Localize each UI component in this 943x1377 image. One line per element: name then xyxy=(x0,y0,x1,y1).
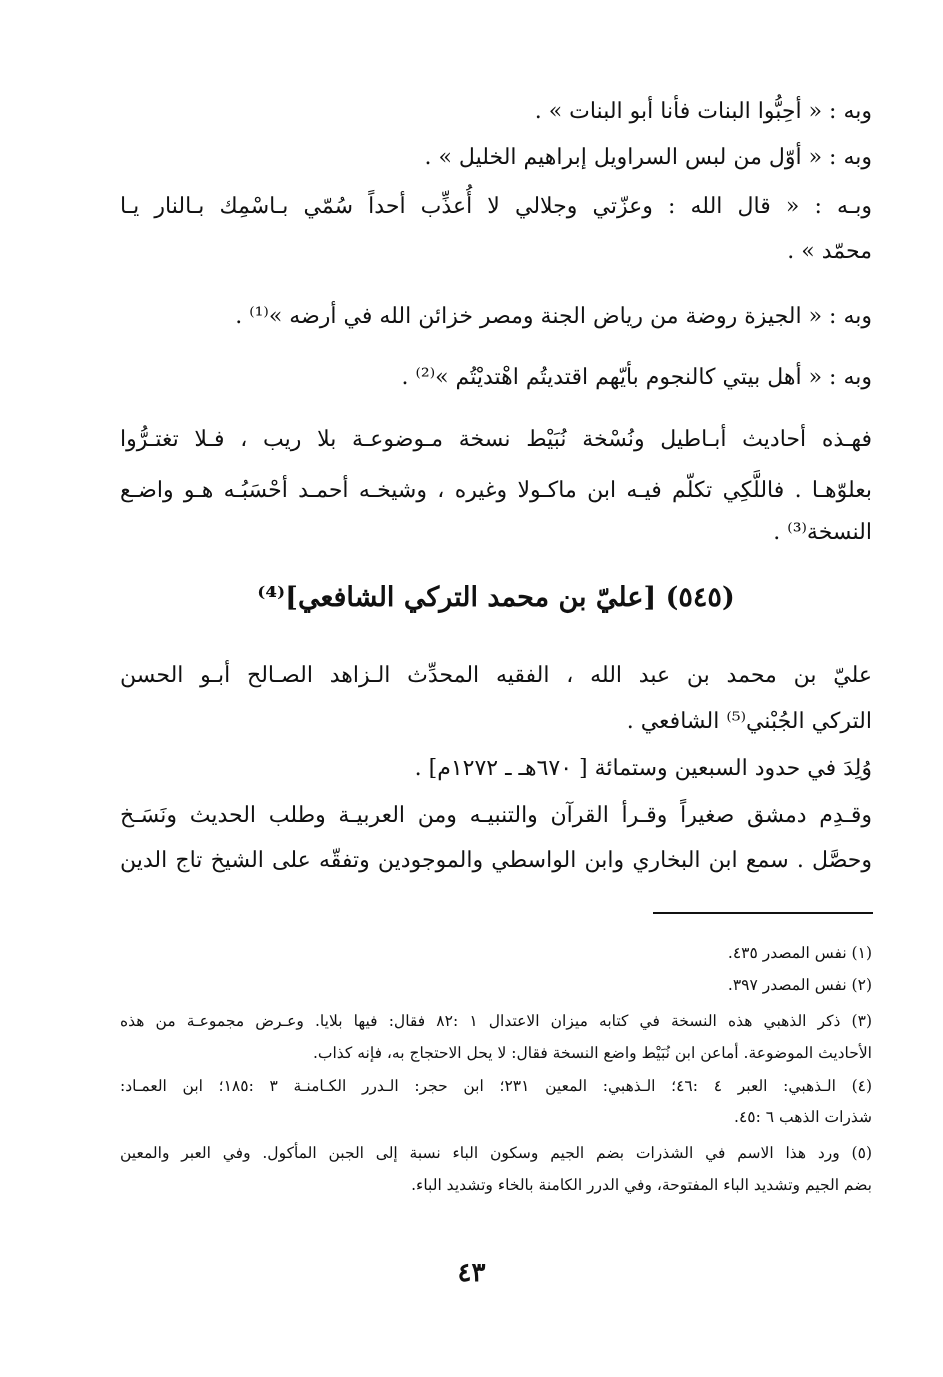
footnote: (١) نفس المصدر ٤٣٥. xyxy=(727,944,872,962)
text-line: وُلِدَ في حدود السبعين وستمائة [ ٦٧٠هـ ـ ١٢٧٢م] . xyxy=(414,756,872,781)
text-line: وبه : « أوّل من لبس السراويل إبراهيم الخليل » . xyxy=(424,145,872,170)
footnote: (٥) ورد هذا الاسم في الشذرات بضم الجيم وسكون الباء نسبة إلى الجبن المأكول. وفي العبر والمعين xyxy=(120,1144,872,1162)
text-line: بعلوّهـا . فاللَّكِي تكلّم فيـه ابن ماكـولا وغيره ، وشيخـه أحمـد أحْسَبُـه هـو واضـع xyxy=(120,478,872,503)
footnote-continuation: شذرات الذهب ٦ :٤٥. xyxy=(734,1108,872,1126)
text-line: فهـذه أحاديث أبـاطيل ونُسْخة نُبَيْط نسخة مـوضوعـة بلا ريب ، فـلا تغتـرُّوا xyxy=(120,427,872,452)
text-line: وبه : « أهل بيتي كالنجوم بأيّهم اقتديتُم اهْتديْتُم »⁽²⁾ . xyxy=(401,365,872,390)
text-line: وحصَّل . سمع ابن البخاري وابن الواسطي والموجودين وتفقّه على الشيخ تاج الدين xyxy=(120,848,872,873)
text-line: التركي الجُبْني⁽⁵⁾ الشافعي . xyxy=(626,709,872,734)
text-line: وبـه : « قال الله : وعزّتي وجلالي لا أُعذِّب أحداً سُمّي بـاسْمِك بـالنار يـا xyxy=(120,194,872,219)
footnote: (٢) نفس المصدر ٣٩٧. xyxy=(727,976,872,994)
text-line: النسخة⁽³⁾ . xyxy=(773,520,872,545)
entry-heading: (٥٤٥) [عليّ بن محمد التركي الشافعي]⁽⁴⁾ xyxy=(257,582,735,613)
footnote-continuation: بضم الجيم وتشديد الباء المفتوحة، وفي الدرر الكامنة بالخاء وتشديد الباء. xyxy=(411,1176,872,1194)
footnote: (٤) الـذهبي: العبر ٤ :٤٦؛ الـذهبي: المعين ٢٣١؛ ابن حجر: الـدرر الكـامنـة ٣ :١٨٥؛ ابن العمـاد: xyxy=(120,1077,873,1095)
page-number: ٤٣ xyxy=(457,1258,486,1288)
text-line: وقـدِم دمشق صغيراً وقـرأ القرآن والتنبيـه ومن العربيـة وطلب الحديث ونَسَـخ xyxy=(120,803,872,828)
text-line: وبه : « أحِبُّوا البنات فأنا أبو البنات » . xyxy=(534,99,872,124)
footnote: (٣) ذكر الذهبي هذه النسخة في كتابه ميزان الاعتدال ١ :٨٢ فقال: فيها بلايا. وعـرض مجموعـة من هذه xyxy=(120,1012,872,1030)
text-line: وبه : « الجيزة روضة من رياض الجنة ومصر خزائن الله في أرضه »⁽¹⁾ . xyxy=(235,304,872,329)
text-line: عليّ بن محمد بن عبد الله ، الفقيه المحدِّث الـزاهد الصـالح أبـو الحسن xyxy=(120,663,872,688)
footnote-separator xyxy=(653,912,873,914)
footnote-continuation: الأحاديث الموضوعة. أماعن ابن نُبَيْط واضع النسخة فقال: لا يحل الاحتجاج به، فإنه كذاب. xyxy=(312,1044,872,1062)
text-line: محمّد » . xyxy=(787,239,872,264)
